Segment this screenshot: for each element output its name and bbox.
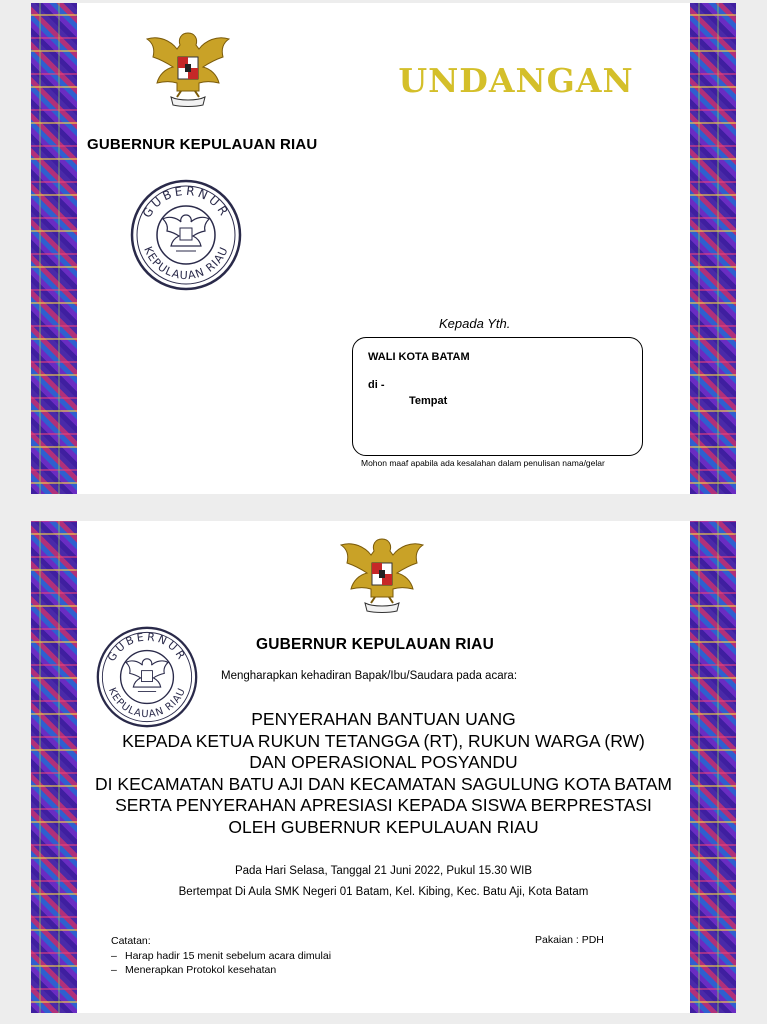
event-title — [81, 709, 686, 838]
invitation-title: UNDANGAN — [398, 61, 634, 100]
note-item: – Harap hadir 15 menit sebelum acara dimulai — [111, 949, 331, 964]
songket-border-right — [690, 3, 736, 494]
svg-text:KEPULAUAN RIAU: KEPULAUAN RIAU — [141, 244, 231, 283]
event-line: OLEH GUBERNUR KEPULAUAN RIAU — [228, 816, 539, 837]
event-line: DAN OPERASIONAL POSYANDU — [249, 752, 518, 772]
event-datetime: Pada Hari Selasa, Tanggal 21 Juni 2022, Pukul 15.30 WIB — [234, 865, 533, 877]
issuer-name: GUBERNUR KEPULAUAN RIAU — [256, 636, 494, 653]
dress-code: Pakaian : PDH — [535, 934, 604, 946]
svg-text:KEPULAUAN RIAU: KEPULAUAN RIAU — [105, 686, 189, 721]
recipient-di: di - — [368, 379, 385, 391]
event-venue: Bertempat Di Aula SMK Negeri 01 Batam, Kel. Kibing, Kec. Batu Aji, Kota Batam — [178, 886, 589, 898]
invitation-front-card — [31, 3, 736, 494]
songket-border-left — [31, 521, 77, 1013]
note-item: – Menerapkan Protokol kesehatan — [111, 963, 331, 978]
recipient-intro: Kepada Yth. — [439, 316, 511, 331]
event-schedule — [81, 861, 686, 903]
apology-note: Mohon maaf apabila ada kesalahan dalam penulisan nama/gelar — [361, 458, 605, 468]
songket-border-right — [690, 521, 736, 1013]
notes-label: Catatan: — [111, 935, 151, 947]
garuda-emblem-icon — [141, 27, 235, 115]
svg-text:GUBERNUR: GUBERNUR — [104, 630, 190, 664]
event-line: PENYERAHAN BANTUAN UANG — [251, 709, 516, 729]
event-line: SERTA PENYERAHAN APRESIASI KEPADA SISWA BERPRESTASI — [115, 795, 652, 815]
event-line: DI KECAMATAN BATU AJI DAN KECAMATAN SAGULUNG KOTA BATAM — [95, 773, 672, 794]
garuda-emblem-icon — [335, 533, 429, 621]
recipient-address-box — [352, 337, 643, 456]
recipient-place: Tempat — [409, 395, 448, 407]
issuer-name: GUBERNUR KEPULAUAN RIAU — [87, 136, 318, 153]
invite-line: Mengharapkan kehadiran Bapak/Ibu/Saudara pada acara: — [221, 670, 518, 682]
governor-seal-icon — [130, 179, 242, 291]
recipient-name: WALI KOTA BATAM — [368, 351, 470, 363]
event-line: KEPADA KETUA RUKUN TETANGGA (RT), RUKUN WARGA (RW) — [122, 730, 645, 751]
songket-border-left — [31, 3, 77, 494]
invitation-inside-card — [31, 521, 736, 1013]
svg-text:GUBERNUR: GUBERNUR — [139, 183, 233, 221]
notes-section — [111, 934, 331, 978]
